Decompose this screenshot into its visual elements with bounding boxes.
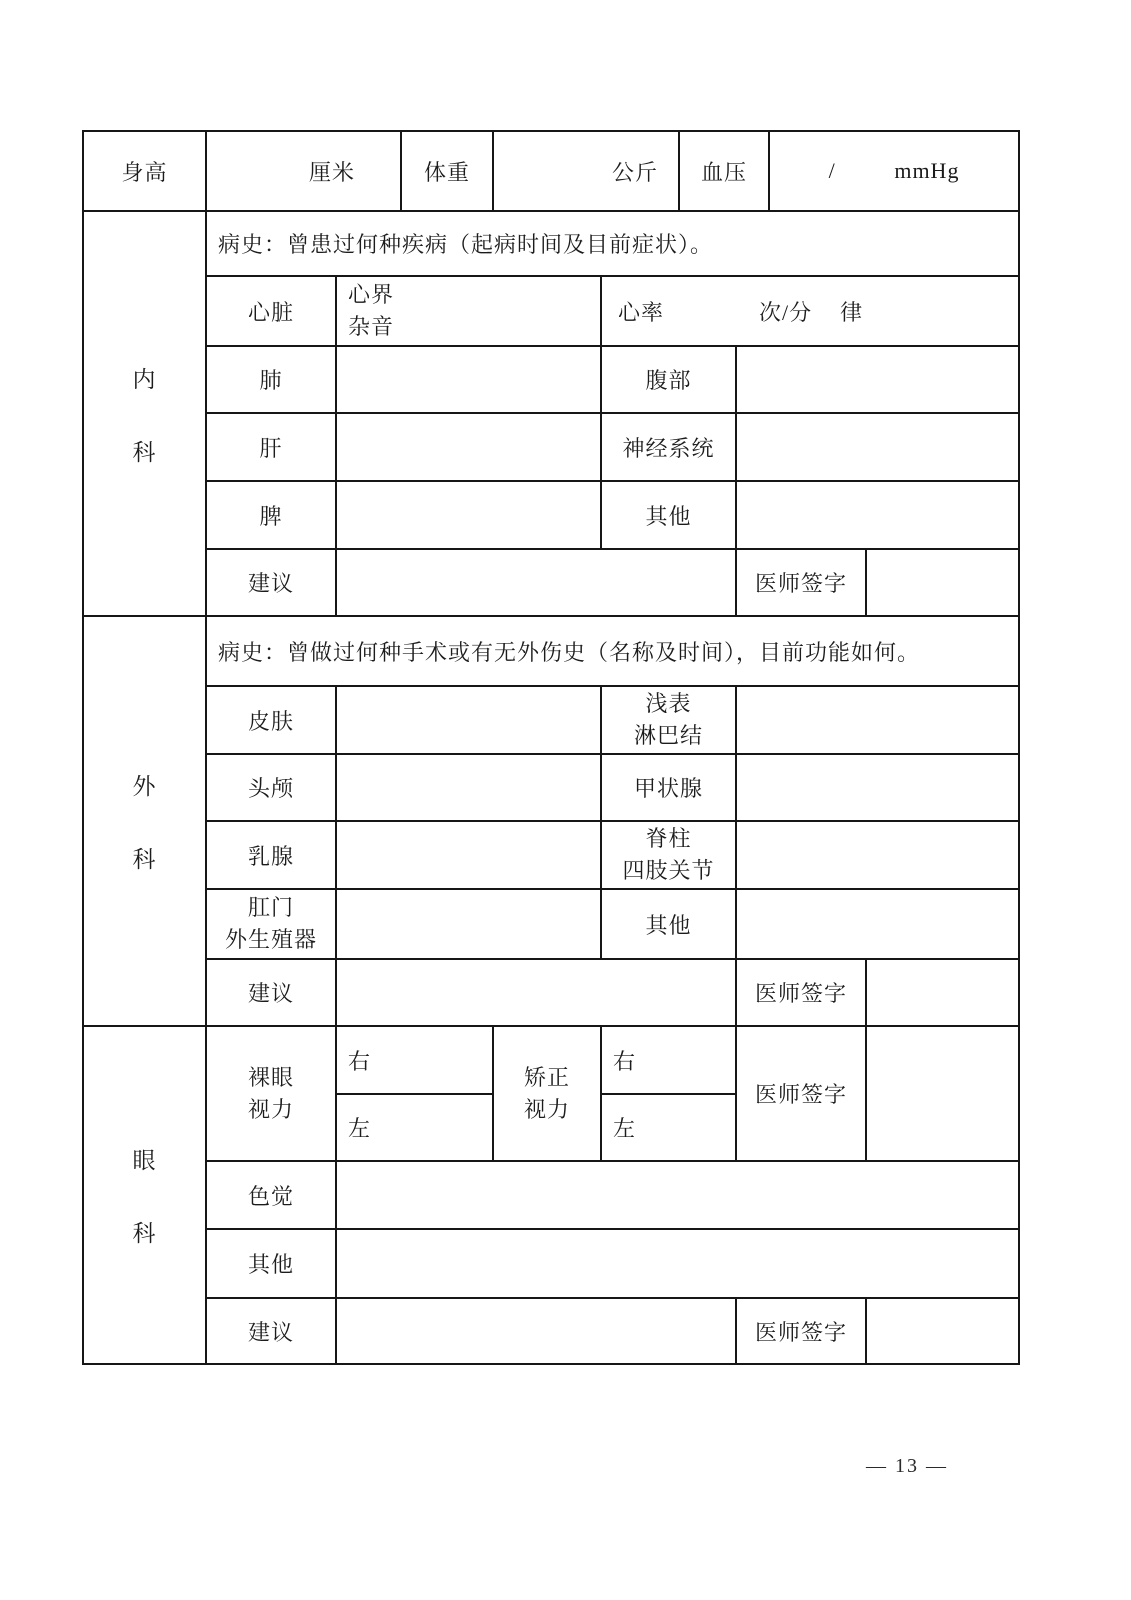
im-advice-label-cell (206, 549, 336, 616)
eye-naked-vision-label-cell (206, 1026, 336, 1161)
weight-value-cell (493, 131, 679, 211)
eye-corrected-vision-line2: 视力 (524, 1096, 571, 1122)
sg-lymph-label-line1: 浅表 (645, 691, 692, 717)
im-heart-label: 心脏 (247, 299, 294, 325)
sg-breast-label-cell (206, 821, 336, 889)
height-value-cell (206, 131, 401, 211)
sg-anus-label-line1: 肛门 (247, 895, 294, 921)
im-heart-rate-cell (601, 276, 1019, 346)
im-spleen-label-cell (206, 481, 336, 549)
eye-advice-content-cell (336, 1298, 736, 1364)
eye-naked-vision-line1: 裸眼 (247, 1064, 294, 1090)
medical-exam-table (82, 130, 1020, 1365)
eye-vision-signature-label: 医师签字 (755, 1082, 848, 1107)
im-signature-label-cell (736, 549, 866, 616)
sg-skull-findings-cell (336, 754, 601, 821)
im-nervous-label-cell (601, 413, 736, 481)
eye-other-label-cell (206, 1229, 336, 1298)
internal-title-char1: 内 (132, 366, 157, 392)
sg-lymph-label-line2: 淋巴结 (634, 723, 704, 748)
im-signature-value-cell (866, 549, 1019, 616)
im-lung-findings-cell (336, 346, 601, 413)
sg-spine-label-line1: 脊柱 (645, 826, 692, 852)
im-other-findings-cell (736, 481, 1019, 549)
bp-slash: / (828, 158, 836, 183)
eye-corrected-vision-line1: 矫正 (524, 1064, 571, 1090)
sg-lymph-label-cell (601, 686, 736, 754)
im-signature-label: 医师签字 (755, 571, 848, 596)
eye-naked-right-cell (336, 1026, 493, 1094)
height-label-cell (83, 131, 206, 211)
surgery-title-char2: 科 (132, 847, 157, 872)
im-nervous-label: 神经系统 (622, 435, 715, 461)
eye-naked-right-label: 右 (348, 1048, 372, 1074)
eye-section-label (83, 1026, 206, 1364)
eye-advice-label: 建议 (247, 1319, 294, 1345)
sg-breast-label: 乳腺 (247, 843, 294, 869)
eye-naked-left-label: 左 (348, 1116, 372, 1141)
im-heart-rate-unit: 次/分 (759, 299, 813, 325)
weight-unit-label: 公斤 (612, 159, 659, 185)
im-advice-label: 建议 (247, 571, 294, 596)
eye-other-label: 其他 (247, 1252, 294, 1277)
height-label: 身高 (121, 159, 168, 185)
eye-vision-signature-value-cell (866, 1026, 1019, 1161)
im-lung-label-cell (206, 346, 336, 413)
im-heart-border-label: 心界 (348, 282, 395, 308)
sg-spine-label-line2: 四肢关节 (622, 858, 715, 883)
internal-section-label (83, 211, 206, 616)
sg-signature-value-cell (866, 959, 1019, 1026)
eye-naked-vision-line2: 视力 (247, 1096, 294, 1122)
bp-unit-label: mmHg (894, 158, 960, 183)
sg-history-label: 病史：曾做过何种手术或有无外伤史（名称及时间），目前功能如何。 (218, 639, 921, 665)
sg-skin-label-cell (206, 686, 336, 754)
sg-skin-findings-cell (336, 686, 601, 754)
im-liver-label-cell (206, 413, 336, 481)
sg-advice-content-cell (336, 959, 736, 1026)
sg-skin-label: 皮肤 (247, 708, 294, 734)
sg-thyroid-label-cell (601, 754, 736, 821)
im-history-label: 病史：曾患过何种疾病（起病时间及目前症状）。 (218, 232, 714, 257)
sg-other-findings-cell (736, 889, 1019, 959)
weight-label: 体重 (424, 159, 471, 185)
eye-advice-signature-value-cell (866, 1298, 1019, 1364)
eye-color-findings-cell (336, 1161, 1019, 1229)
eye-advice-label-cell (206, 1298, 336, 1364)
im-rhythm-label: 律 (840, 299, 864, 325)
sg-signature-label: 医师签字 (755, 981, 848, 1006)
im-heart-rate-label: 心率 (618, 299, 665, 325)
eye-naked-left-cell (336, 1094, 493, 1161)
sg-spine-label-cell (601, 821, 736, 889)
im-heart-findings-cell (336, 276, 601, 346)
im-liver-label: 肝 (259, 435, 283, 461)
im-liver-findings-cell (336, 413, 601, 481)
sg-anus-findings-cell (336, 889, 601, 959)
sg-advice-label: 建议 (247, 981, 294, 1006)
im-other-label-cell (601, 481, 736, 549)
im-nervous-findings-cell (736, 413, 1019, 481)
eye-corrected-right-label: 右 (613, 1048, 637, 1074)
eye-corrected-left-label: 左 (613, 1116, 637, 1141)
im-heart-murmur-label: 杂音 (348, 314, 395, 339)
sg-thyroid-label: 甲状腺 (634, 776, 704, 801)
sg-thyroid-findings-cell (736, 754, 1019, 821)
im-abdomen-label-cell (601, 346, 736, 413)
eye-advice-signature-label-cell (736, 1298, 866, 1364)
im-heart-label-cell (206, 276, 336, 346)
eye-title-char2: 科 (132, 1221, 157, 1246)
eye-corrected-left-cell (601, 1094, 736, 1161)
surgery-title-char1: 外 (132, 774, 157, 799)
surgery-section-label (83, 616, 206, 1026)
sg-other-label: 其他 (645, 912, 692, 938)
height-unit-label: 厘米 (309, 159, 356, 185)
sg-anus-label-line2: 外生殖器 (224, 927, 317, 952)
bp-value-cell (769, 131, 1019, 211)
sg-signature-label-cell (736, 959, 866, 1026)
im-history-cell (206, 211, 1019, 276)
im-abdomen-findings-cell (736, 346, 1019, 413)
eye-other-findings-cell (336, 1229, 1019, 1298)
eye-title-char1: 眼 (132, 1148, 157, 1173)
weight-label-cell (401, 131, 493, 211)
im-advice-content-cell (336, 549, 736, 616)
sg-lymph-findings-cell (736, 686, 1019, 754)
sg-advice-label-cell (206, 959, 336, 1026)
eye-advice-signature-label: 医师签字 (755, 1319, 848, 1345)
bp-label: 血压 (701, 159, 748, 185)
sg-breast-findings-cell (336, 821, 601, 889)
sg-anus-label-cell (206, 889, 336, 959)
eye-corrected-right-cell (601, 1026, 736, 1094)
eye-color-label: 色觉 (247, 1183, 294, 1209)
im-spleen-label: 脾 (259, 503, 283, 529)
sg-skull-label-cell (206, 754, 336, 821)
im-abdomen-label: 腹部 (645, 368, 692, 393)
internal-title-char2: 科 (132, 439, 157, 465)
im-spleen-findings-cell (336, 481, 601, 549)
sg-spine-findings-cell (736, 821, 1019, 889)
page-number: — 13 — (866, 1455, 948, 1477)
sg-other-label-cell (601, 889, 736, 959)
bp-label-cell (679, 131, 769, 211)
sg-skull-label: 头颅 (247, 776, 294, 801)
eye-corrected-vision-label-cell (493, 1026, 601, 1161)
im-other-label: 其他 (645, 503, 692, 529)
im-lung-label: 肺 (259, 368, 283, 393)
sg-history-cell (206, 616, 1019, 686)
eye-color-label-cell (206, 1161, 336, 1229)
eye-signature-label-cell (736, 1026, 866, 1161)
